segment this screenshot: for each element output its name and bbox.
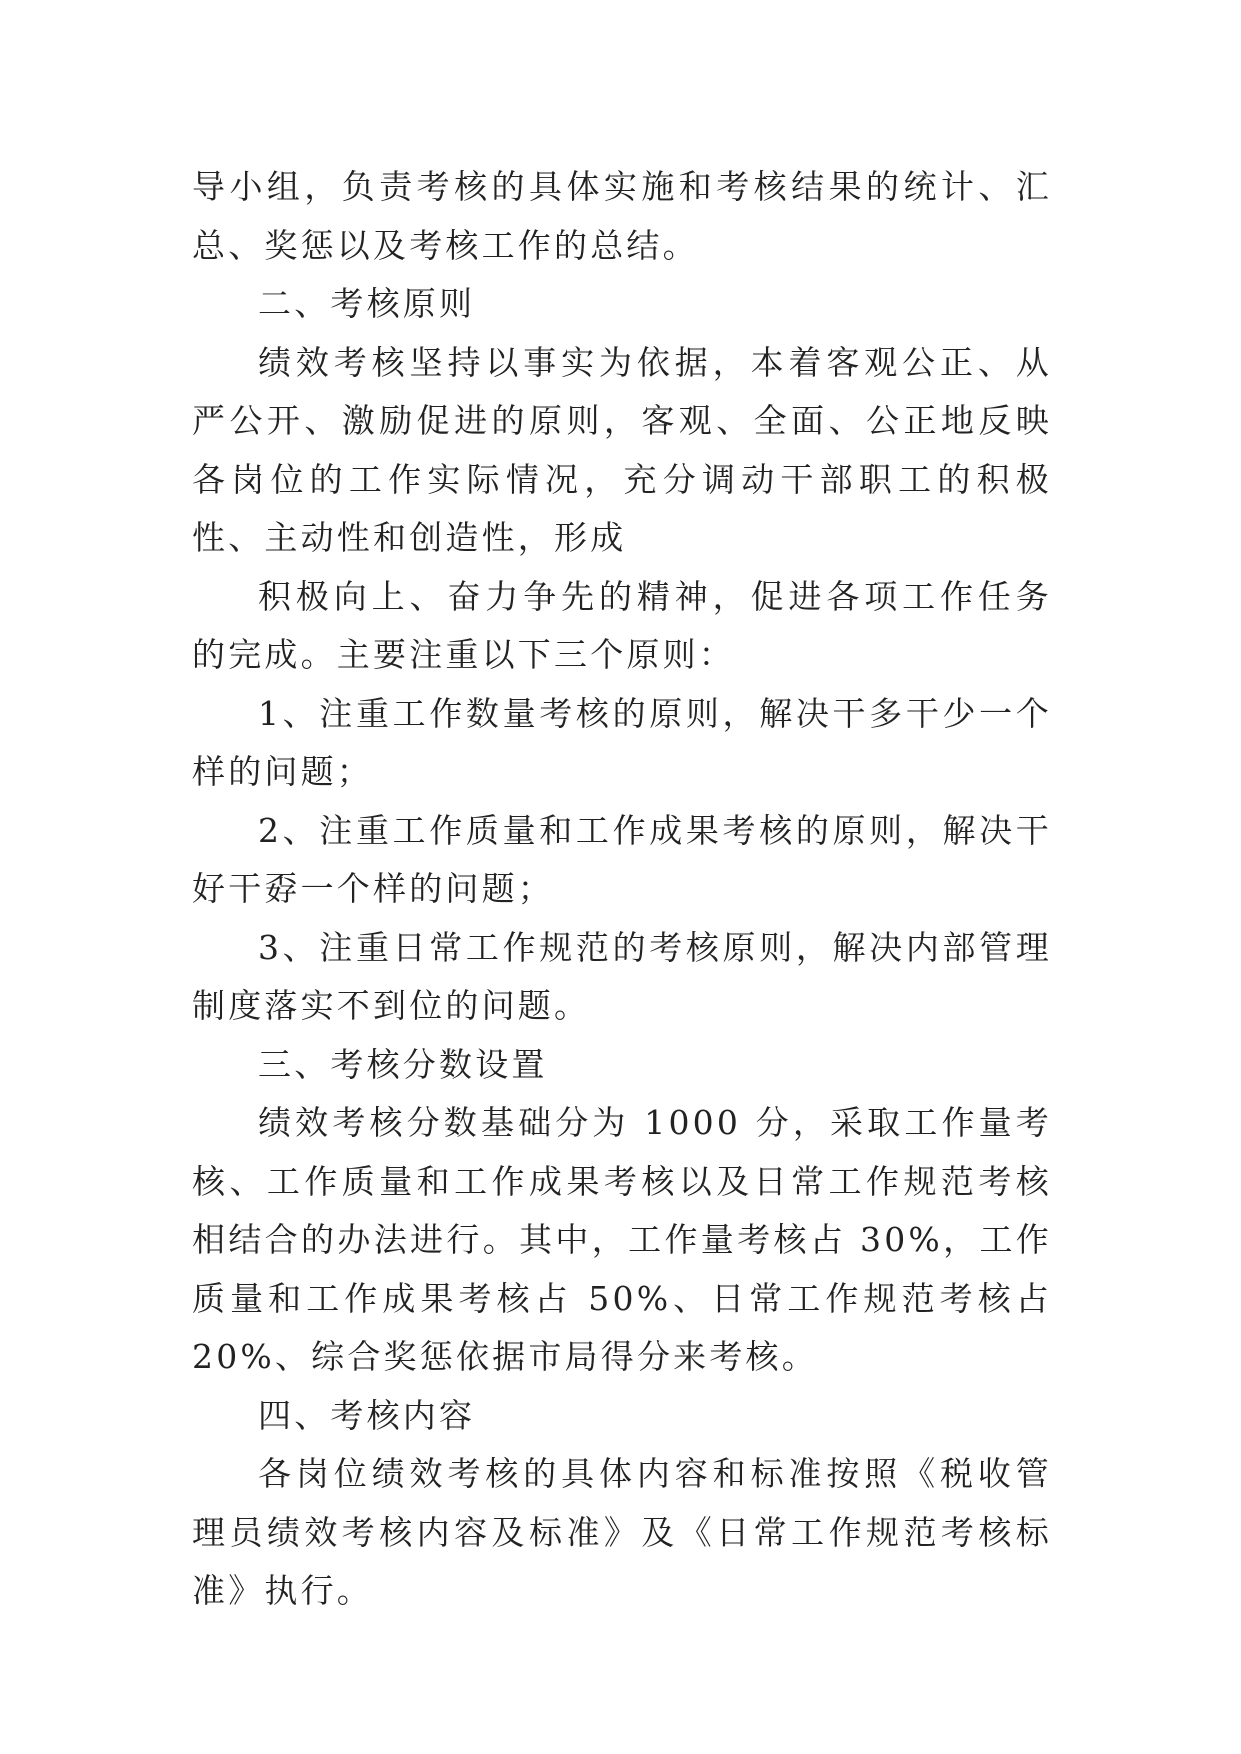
- list-item-principle-1: 1、注重工作数量考核的原则，解决干多干少一个样的问题；: [192, 693, 1052, 791]
- document-body: [192, 158, 1052, 1621]
- list-item-principle-3: 3、注重日常工作规范的考核原则，解决内部管理制度落实不到位的问题。: [192, 927, 1052, 1025]
- paragraph-principles-summary: 积极向上、奋力争先的精神，促进各项工作任务的完成。主要注重以下三个原则：: [192, 576, 1052, 674]
- paragraph-content: 各岗位绩效考核的具体内容和标准按照《税收管理员绩效考核内容及标准》及《日常工作规范考核标准》执行。: [192, 1454, 1052, 1610]
- section-heading-principles: 二、考核原则: [258, 284, 476, 323]
- section-heading-score-setting: 三、考核分数设置: [258, 1044, 548, 1084]
- section-heading-content: 四、考核内容: [258, 1395, 476, 1435]
- paragraph-leadership-group: 导小组，负责考核的具体实施和考核结果的统计、汇总、奖惩以及考核工作的总结。: [192, 167, 1052, 265]
- paragraph-score-setting: 绩效考核分数基础分为 1000 分，采取工作量考核、工作质量和工作成果考核以及日常工作规范考核相结合的办法进行。其中，工作量考核占 30%，工作质量和工作成果考核占 50%、日常工作规范考核占 20%、综合奖惩依据市局得分来考核。: [192, 1103, 1052, 1376]
- paragraph-principles-intro: 绩效考核坚持以事实为依据，本着客观公正、从严公开、激励促进的原则，客观、全面、公正地反映各岗位的工作实际情况，充分调动干部职工的积极性、主动性和创造性，形成: [192, 342, 1052, 557]
- list-item-principle-2: 2、注重工作质量和工作成果考核的原则，解决干好干孬一个样的问题；: [192, 810, 1052, 908]
